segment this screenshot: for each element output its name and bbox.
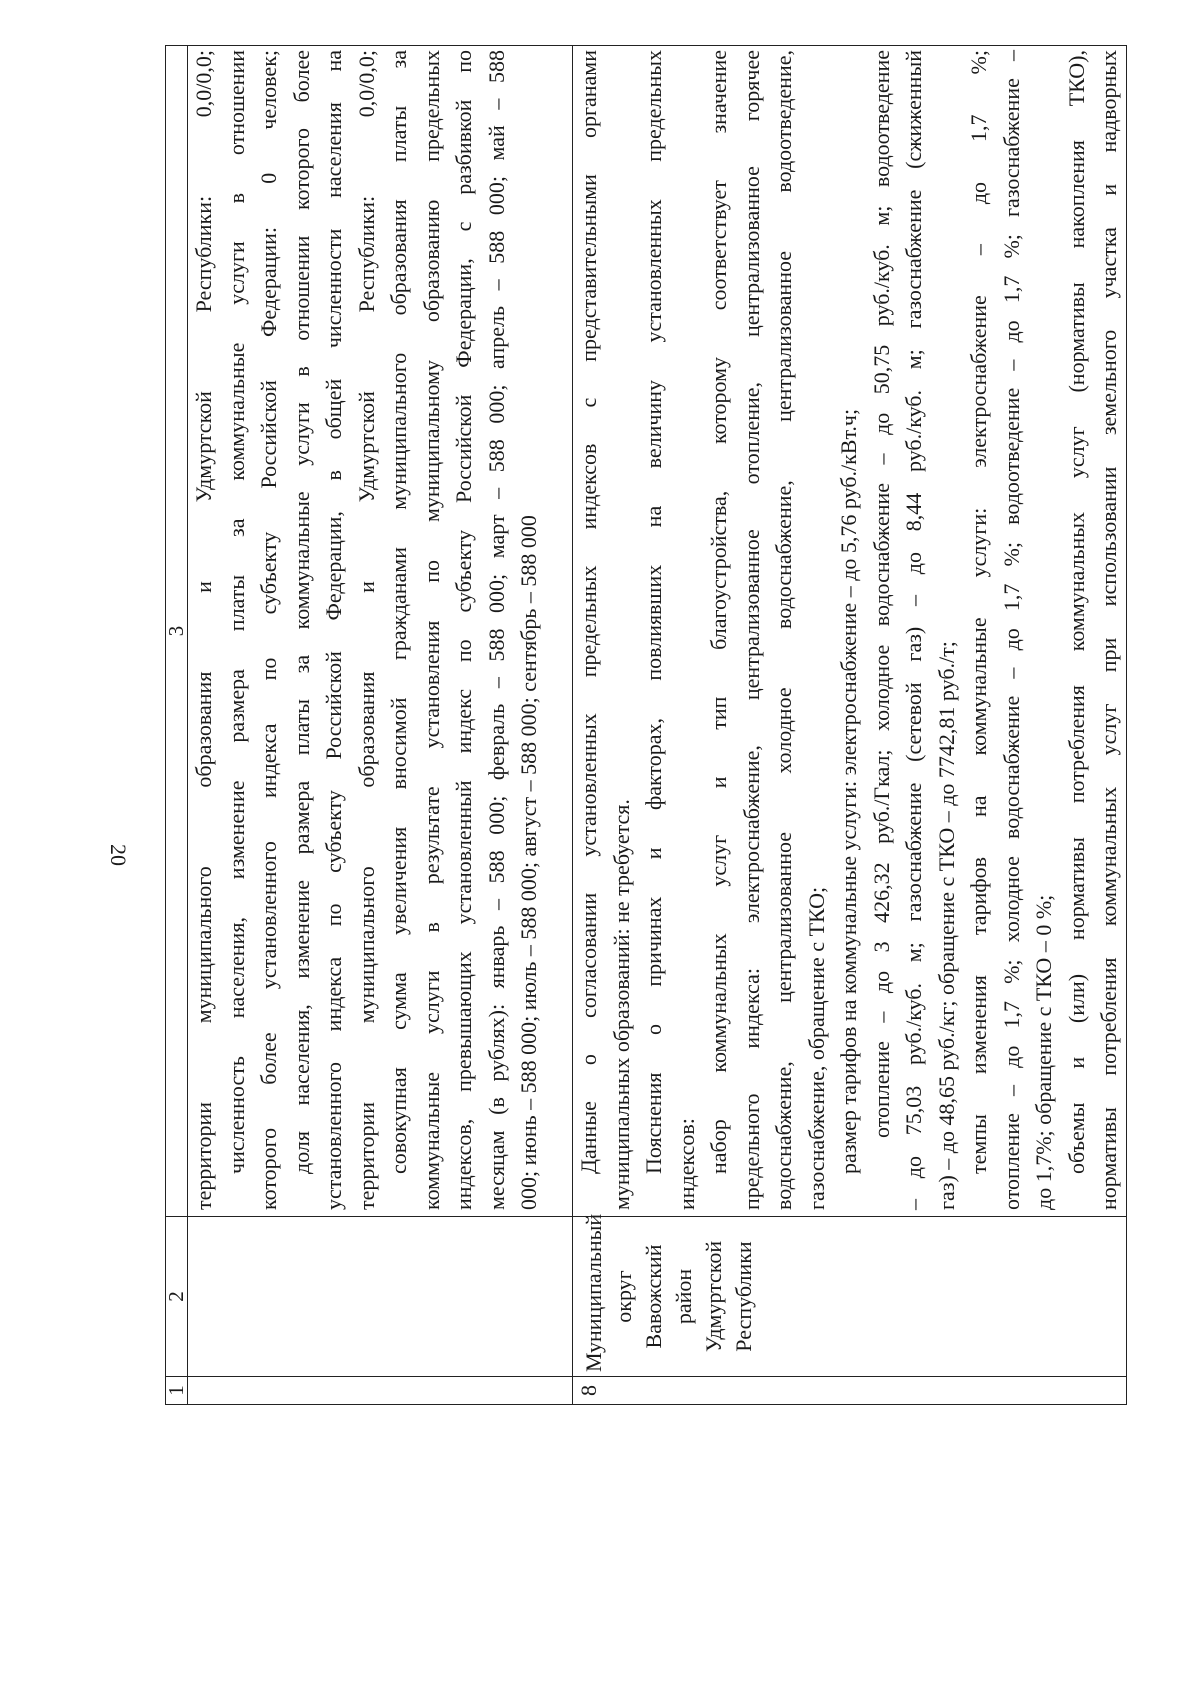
- text-line: территории муниципального образования и Удмуртской Республики: 0,0/0,0;: [353, 50, 379, 1210]
- header-col-2: 2: [166, 1217, 188, 1377]
- text-line: набор коммунальных услуг и тип благоустройства, которому соответствует значение: [706, 50, 731, 1174]
- text-line: 000; июнь – 588 000; июль – 588 000; август – 588 000; сентябрь – 588 000: [516, 515, 541, 1210]
- text-line: предельного индекса: электроснабжение, централизованное отопление, централизованное горячее: [738, 50, 764, 1210]
- row-number-cell: 8: [573, 1377, 1127, 1405]
- table-row-8: [573, 46, 1127, 1405]
- municipality-name-line: Республики: [731, 1241, 756, 1352]
- rotated-page-content: [164, 45, 1121, 1405]
- text-line: темпы изменения тарифов на коммунальные услуги: электроснабжение – до 1,7 %;: [966, 50, 991, 1174]
- text-line: доля населения, изменение размера платы за коммунальные услуги в отношении которого более: [288, 50, 314, 1174]
- header-col-1: 1: [166, 1377, 188, 1405]
- text-line: отопление – до 1,7 %; холодное водоснабжение – до 1,7 %; водоотведение – до 1,7 %; газоснабжение –: [998, 50, 1024, 1210]
- municipality-cell: [573, 1213, 1127, 1377]
- text-line: которого более установленного индекса по субъекту Российской Федерации: 0 человек;: [256, 50, 281, 1210]
- municipal-index-table: [165, 45, 1127, 1405]
- text-line: водоснабжение, централизованное холодное водоснабжение, централизованное водоотведение,: [771, 50, 796, 1210]
- municipality-name-line: Удмуртской: [701, 1240, 726, 1353]
- page-number: 20: [106, 844, 131, 866]
- row-content-cell: [188, 46, 573, 1217]
- table-header-row: [166, 46, 188, 1405]
- text-line: индексов:: [673, 1118, 699, 1210]
- text-line: муниципальных образований: не требуется.: [608, 799, 634, 1210]
- text-line: Данные о согласовании установленных предельных индексов с представительными органами: [576, 50, 601, 1174]
- text-line: установленного индекса по субъекту Российской Федерации, в общей численности населения на: [321, 50, 346, 1210]
- text-line: газ) – до 48,65 руб./кг; обращение с ТКО – до 7742,81 руб./т;: [933, 641, 959, 1210]
- text-line: территории муниципального образования и Удмуртской Республики: 0,0/0,0;: [191, 50, 216, 1210]
- row-content-cell: [573, 46, 1127, 1217]
- text-line: численность населения, изменение размера платы за коммунальные услуги в отношении: [223, 50, 249, 1174]
- text-line: совокупная сумма увеличения вносимой гражданами муниципального образования платы за: [386, 50, 411, 1174]
- text-line: Пояснения о причинах и факторах, повлиявших на величину установленных предельных: [641, 50, 666, 1174]
- header-col-3: 3: [166, 46, 188, 1217]
- municipality-cell: [188, 1217, 573, 1377]
- table-row-continued: [188, 46, 573, 1405]
- text-line: объемы и (или) нормативы потребления коммунальных услуг (нормативы накопления ТКО),: [1063, 50, 1089, 1174]
- text-line: месяцам (в рублях): январь – 588 000; февраль – 588 000; март – 588 000; апрель – 588 000; май – 588: [483, 50, 509, 1210]
- text-line: – до 75,03 руб./куб. м; газоснабжение (сетевой газ) – до 8,44 руб./куб. м; газоснабжение (сжиженный: [901, 50, 926, 1210]
- municipality-name-line: Муниципальный: [581, 1213, 606, 1372]
- text-line: отопление – до 3 426,32 руб./Гкал; холодное водоснабжение – до 50,75 руб./куб. м; водоотведение: [868, 50, 894, 1138]
- text-line: газоснабжение, обращение с ТКО;: [803, 886, 829, 1210]
- text-line: коммунальные услуги в результате установления по муниципальному образованию предельных: [418, 50, 444, 1210]
- row-number-cell: [188, 1377, 573, 1405]
- text-line: индексов, превышающих установленный индекс по субъекту Российской Федерации, с разбивкой по: [451, 50, 476, 1210]
- municipality-name-line: Вавожский район: [641, 1244, 696, 1349]
- text-line: размер тарифов на коммунальные услуги: электроснабжение – до 5,76 руб./кВт.ч;: [836, 408, 861, 1174]
- text-line: до 1,7%; обращение с ТКО – 0 %;: [1031, 894, 1056, 1210]
- municipality-name-line: округ: [611, 1270, 636, 1323]
- text-line: нормативы потребления коммунальных услуг при использовании земельного участка и надворных: [1096, 50, 1121, 1210]
